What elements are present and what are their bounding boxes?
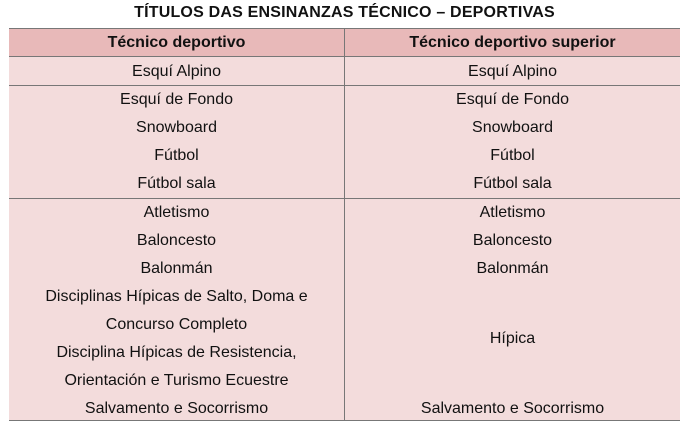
table-cell-left: Fútbol bbox=[154, 147, 199, 164]
table-cell-right: Atletismo bbox=[479, 204, 546, 221]
table-cell-right: Baloncesto bbox=[472, 232, 553, 249]
table-cell-right: Balonmán bbox=[476, 260, 549, 277]
table-cell-left: Baloncesto bbox=[136, 232, 217, 249]
table-cell-left: Orientación e Turismo Ecuestre bbox=[64, 372, 289, 389]
titles-table bbox=[9, 28, 680, 421]
table-cell-left: Disciplina Hípicas de Resistencia, bbox=[56, 344, 297, 361]
table-cell-left: Fútbol sala bbox=[137, 175, 216, 192]
table-cell-left: Balonmán bbox=[140, 260, 213, 277]
table-cell-left: Esquí Alpino bbox=[132, 63, 221, 80]
table-cell-left: Snowboard bbox=[136, 119, 217, 136]
header-tecnico-deportivo: Técnico deportivo bbox=[107, 34, 246, 51]
table-cell-right: Esquí Alpino bbox=[468, 63, 557, 80]
table-cell-left: Atletismo bbox=[143, 204, 210, 221]
table-cell-left: Disciplinas Hípicas de Salto, Doma e bbox=[45, 288, 308, 305]
table-cell-right: Fútbol bbox=[490, 147, 535, 164]
table-cell-right: Snowboard bbox=[472, 119, 553, 136]
header-tecnico-deportivo-superior: Técnico deportivo superior bbox=[409, 34, 616, 51]
table-cell-right: Salvamento e Socorrismo bbox=[420, 400, 605, 417]
table-cell-right: Esquí de Fondo bbox=[456, 91, 569, 108]
table-cell-left: Esquí de Fondo bbox=[120, 91, 233, 108]
table-cell-left: Salvamento e Socorrismo bbox=[84, 400, 269, 417]
table-cell-left: Concurso Completo bbox=[105, 316, 248, 333]
table-cell-right: Fútbol sala bbox=[473, 175, 552, 192]
document-title: TÍTULOS DAS ENSINANZAS TÉCNICO – DEPORTIVAS bbox=[134, 4, 555, 21]
table-cell-right-hipica: Hípica bbox=[489, 330, 536, 347]
